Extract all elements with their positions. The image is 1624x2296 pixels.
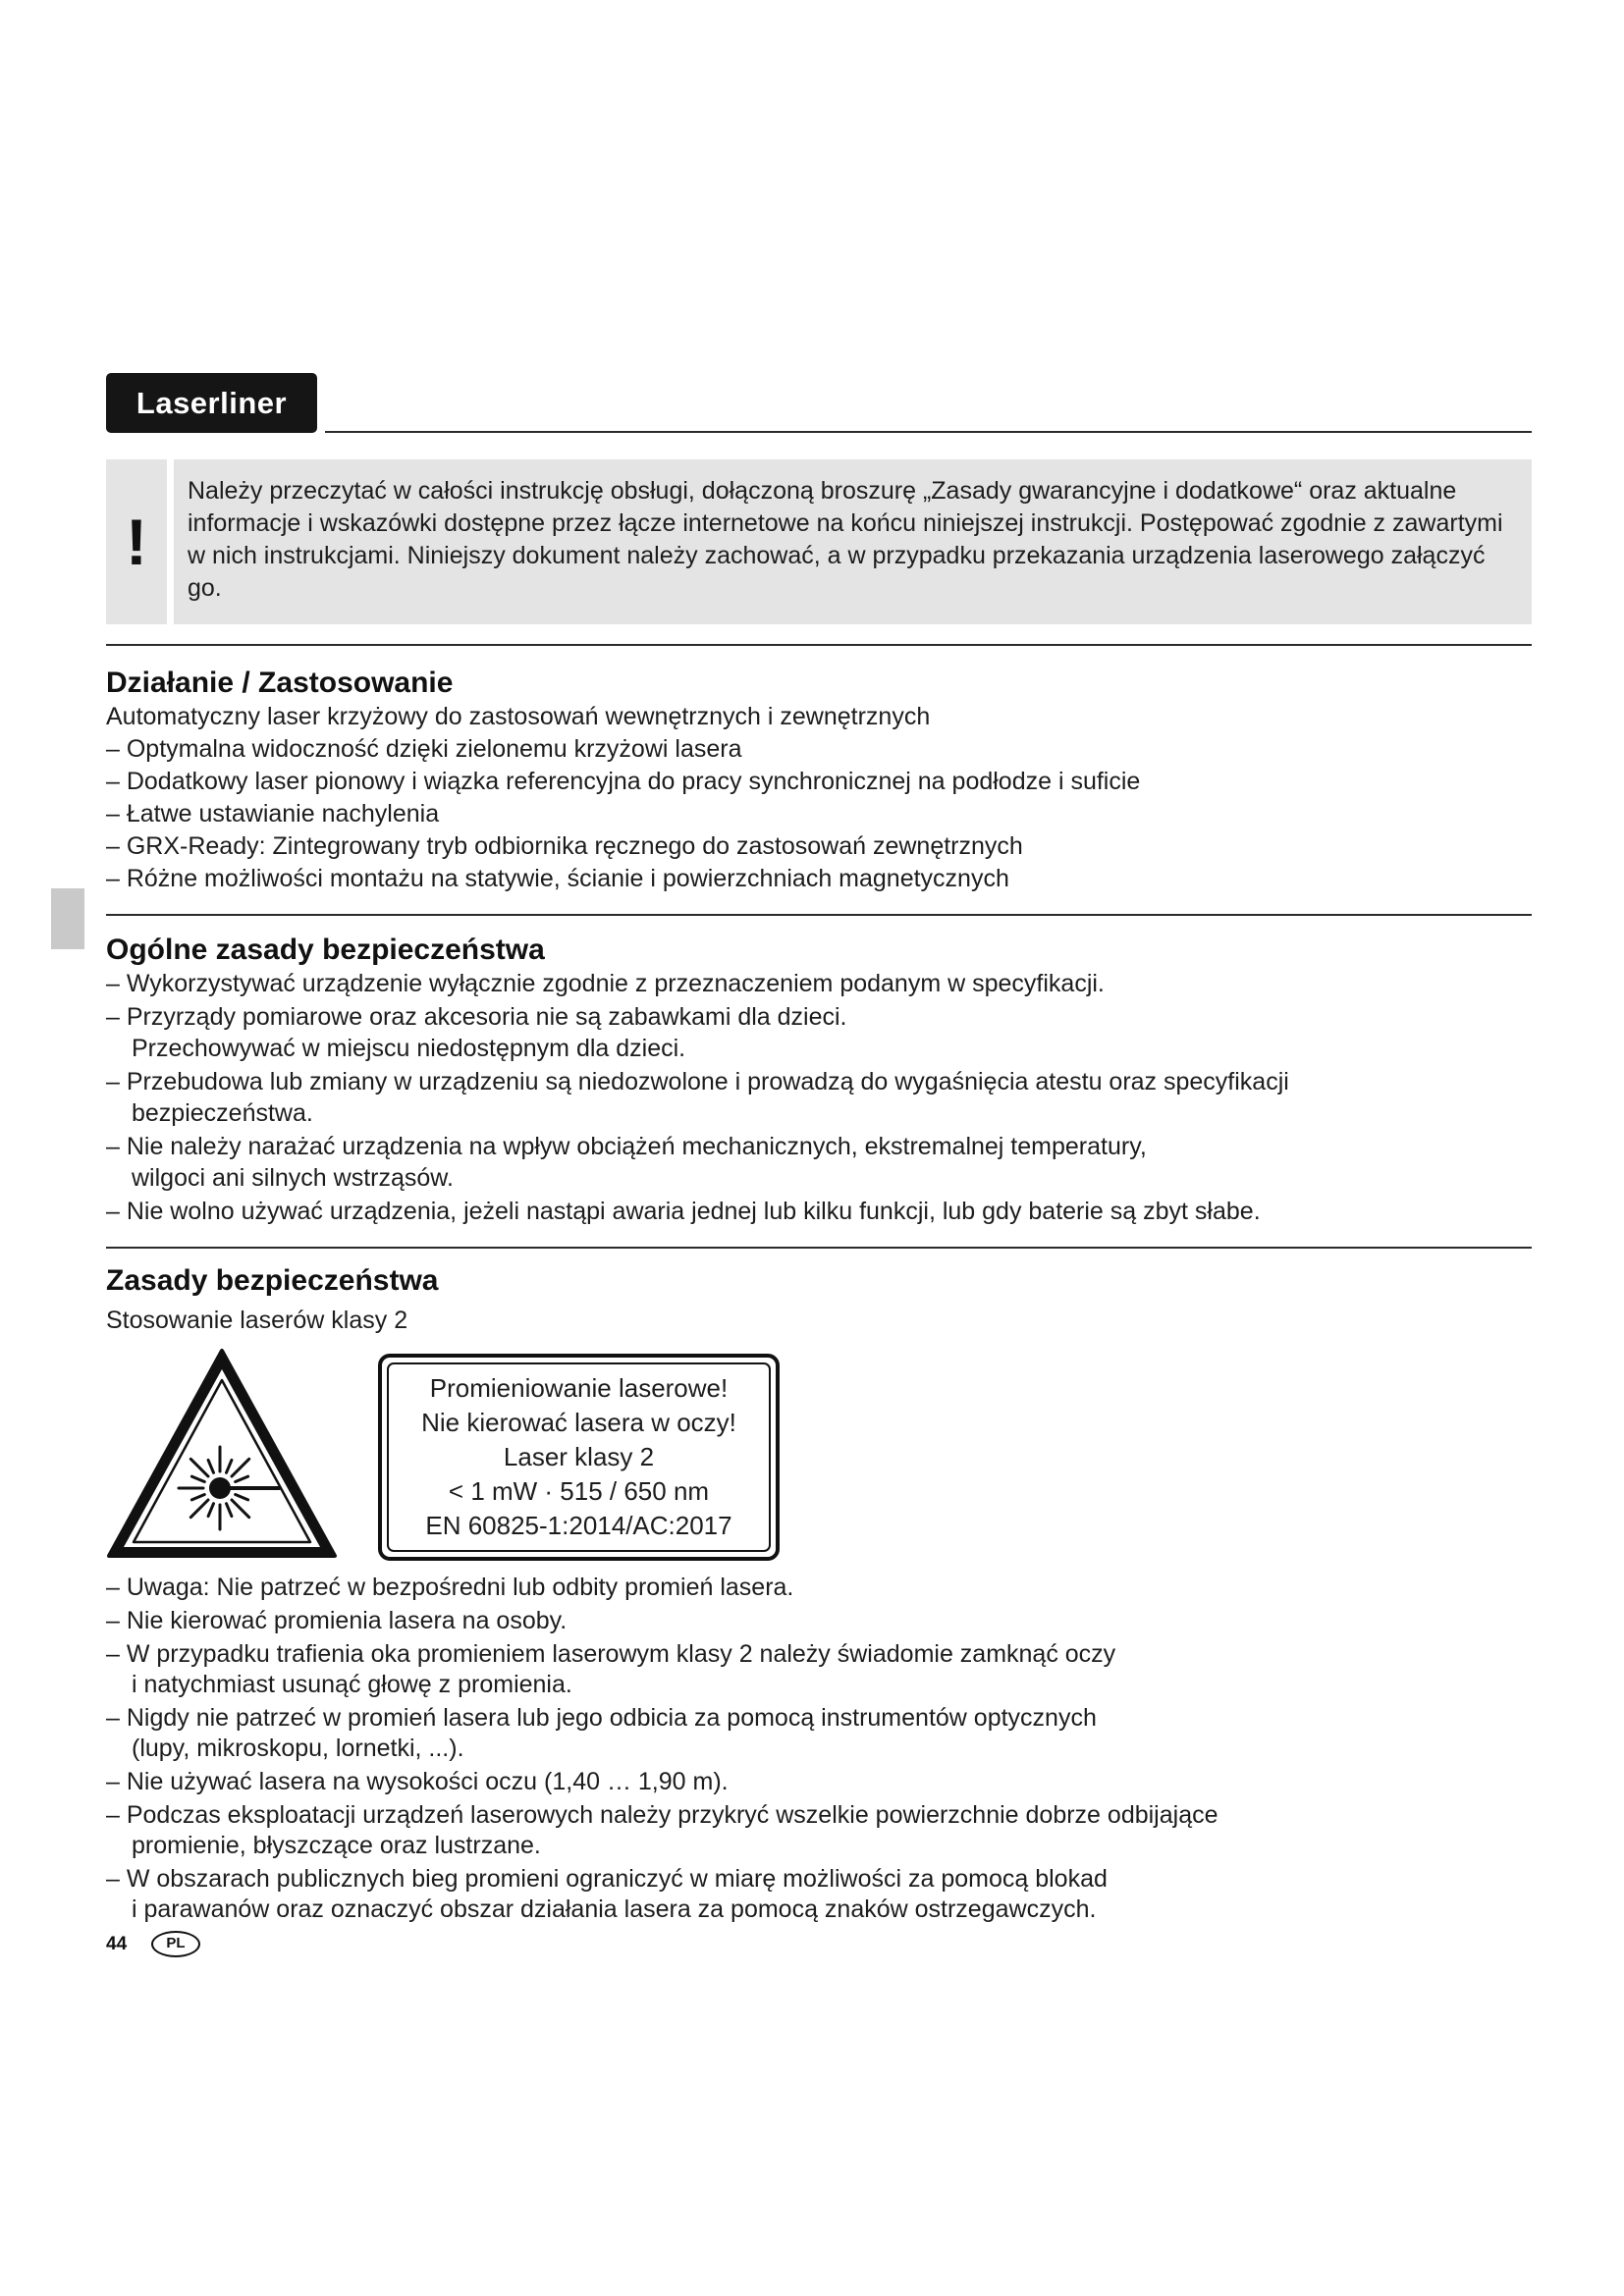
list-item-line: wilgoci ani silnych wstrząsów. <box>132 1164 454 1192</box>
section-title: Ogólne zasady bezpieczeństwa <box>106 934 545 966</box>
list-item-line: – Nigdy nie patrzeć w promień lasera lub jego odbicia za pomocą instrumentów optycznych <box>106 1704 1097 1732</box>
list-item <box>106 1767 1532 1797</box>
list-item-line: – W przypadku trafienia oka promieniem laserowym klasy 2 należy świadomie zamknąć oczy <box>106 1640 1116 1668</box>
section-title: Zasady bezpieczeństwa <box>106 1264 439 1297</box>
list-item <box>106 1639 1532 1700</box>
list-item <box>106 1573 1532 1603</box>
list-item-line: – Przebudowa lub zmiany w urządzeniu są niedozwolone i prowadzą do wygaśnięcia atestu oraz specyfikacji <box>106 1068 1289 1095</box>
laser-warning-triangle-icon <box>106 1348 338 1560</box>
list-item <box>106 1131 1532 1194</box>
list-item-line: – Podczas eksploatacji urządzeń laserowych należy przykryć wszelkie powierzchnie dobrze odbijające <box>106 1801 1218 1829</box>
list-item <box>106 1196 1532 1227</box>
list-item: – GRX-Ready: Zintegrowany tryb odbiornika ręcznego do zastosowań zewnętrznych <box>106 832 1023 860</box>
section-intro: Automatyczny laser krzyżowy do zastosowań wewnętrznych i zewnętrznych <box>106 703 931 730</box>
general-safety-section <box>106 933 1532 1229</box>
list-item <box>106 1703 1532 1764</box>
list-item <box>106 1001 1532 1064</box>
list-item-line: – Nie kierować promienia lasera na osoby. <box>106 1607 568 1634</box>
language-badge: PL <box>151 1931 200 1957</box>
list-item <box>106 1800 1532 1861</box>
list-item-line: i natychmiast usunąć głowę z promienia. <box>132 1671 572 1698</box>
laser-class-label-inner <box>387 1362 771 1552</box>
list-item-line: (lupy, mikroskopu, lornetki, ...). <box>132 1735 464 1762</box>
list-item: – Łatwe ustawianie nachylenia <box>106 800 440 828</box>
label-line: Laser klasy 2 <box>503 1442 655 1471</box>
brand-logo: Laserliner <box>106 373 317 433</box>
list-item-line: – Nie używać lasera na wysokości oczu (1,40 … 1,90 m). <box>106 1768 729 1795</box>
list-item-line: – Uwaga: Nie patrzeć w bezpośredni lub odbity promień lasera. <box>106 1574 794 1601</box>
laser-safety-section <box>106 1263 1532 1337</box>
section-divider <box>106 914 1532 916</box>
section-divider <box>106 644 1532 646</box>
notice-text: Należy przeczytać w całości instrukcję obsługi, dołączoną broszurę „Zasady gwarancyjne i dodatkowe“ oraz aktualne informacje i wskazówki dostępne przez łącze internetowe na końcu niniejszej instrukcji. Postępować zgodnie z zawartymi w nich instrukcjami. Niniejszy dokument należy zachować, a w przypadku przekazania urządzenia laserowego załączyć go. <box>174 459 1532 624</box>
list-item-line: Przechowywać w miejscu niedostępnym dla dzieci. <box>132 1035 686 1062</box>
list-item: – Optymalna widoczność dzięki zielonemu krzyżowi lasera <box>106 735 742 763</box>
list-item-line: bezpieczeństwa. <box>132 1099 313 1127</box>
list-item-line: – Wykorzystywać urządzenie wyłącznie zgodnie z przeznaczeniem podanym w specyfikacji. <box>106 970 1105 997</box>
list-item <box>106 1066 1532 1129</box>
section-title: Działanie / Zastosowanie <box>106 667 454 699</box>
list-item: – Dodatkowy laser pionowy i wiązka referencyjna do pracy synchronicznej na podłodze i suficie <box>106 768 1141 795</box>
laser-safety-list <box>106 1573 1532 1928</box>
header-divider <box>325 431 1532 433</box>
section-subtitle: Stosowanie laserów klasy 2 <box>106 1307 408 1334</box>
exclamation-icon: ! <box>106 459 167 624</box>
list-item-line: – Nie należy narażać urządzenia na wpływ obciążeń mechanicznych, ekstremalnej temperatury, <box>106 1133 1147 1160</box>
label-line: Promieniowanie laserowe! <box>429 1373 729 1403</box>
list-item-line: – W obszarach publicznych bieg promieni ograniczyć w miarę możliwości za pomocą blokad <box>106 1865 1108 1893</box>
label-line: EN 60825-1:2014/AC:2017 <box>425 1511 732 1540</box>
laser-class-label <box>378 1354 780 1561</box>
list-item <box>106 1606 1532 1636</box>
label-line: Nie kierować lasera w oczy! <box>421 1408 736 1437</box>
list-item <box>106 1864 1532 1925</box>
list-item: – Różne możliwości montażu na statywie, ścianie i powierzchniach magnetycznych <box>106 865 1009 892</box>
list-item-line: i parawanów oraz oznaczyć obszar działania lasera za pomocą znaków ostrzegawczych. <box>132 1896 1097 1923</box>
list-item-line: – Nie wolno używać urządzenia, jeżeli nastąpi awaria jednej lub kilku funkcji, lub gdy baterie są zbyt słabe. <box>106 1198 1261 1225</box>
section-divider <box>106 1247 1532 1249</box>
page-number: 44 <box>106 1934 128 1954</box>
function-section <box>106 666 1532 895</box>
list-item-line: promienie, błyszczące oraz lustrzane. <box>132 1832 541 1859</box>
label-line: < 1 mW · 515 / 650 nm <box>448 1476 710 1506</box>
side-thumb-tab <box>51 888 84 949</box>
list-item <box>106 968 1532 999</box>
list-item-line: – Przyrządy pomiarowe oraz akcesoria nie są zabawkami dla dzieci. <box>106 1003 847 1031</box>
